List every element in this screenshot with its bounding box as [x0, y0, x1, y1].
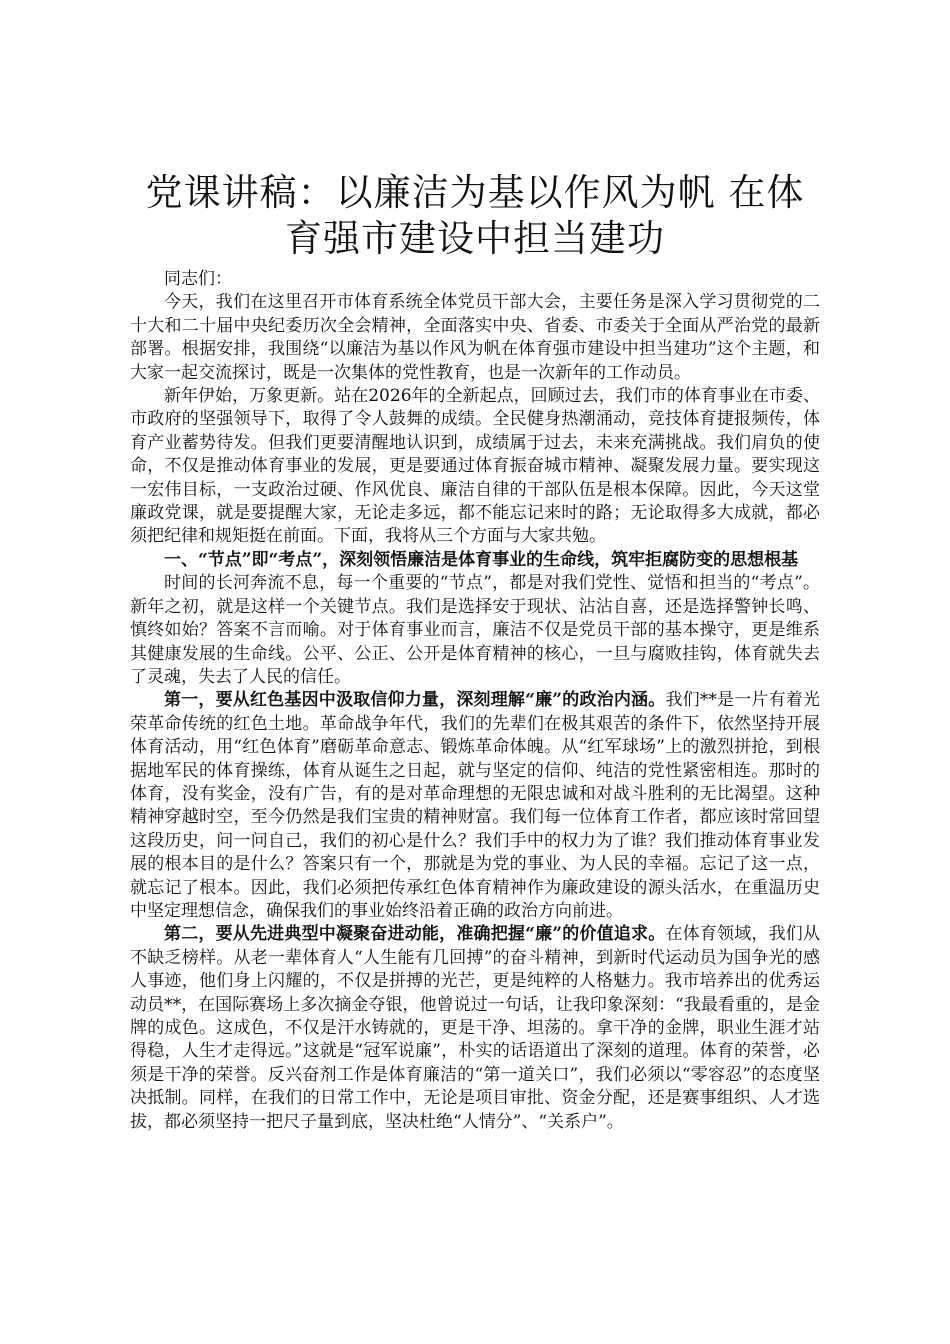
point-1-text: 我们**是一片有着光荣革命传统的红色土地。革命战争年代，我们的先辈们在极其艰苦的条件下，依然坚持开展体育活动，用“红色体育”磨砺革命意志、锻炼革命体魄。从“红军球场”上的激烈拼抢，到根据地军民的体育操练，体育从诞生之日起，就与坚定的信仰、纯洁的党性紧密相连。那时的体育，没有奖金，没有广告，有的是对革命理想的无限忠诚和对战斗胜利的无比渴望。这种精神穿越时空，至今仍然是我们宝贵的精神财富。我们每一位体育工作者，都应该时常回望这段历史，问一问自己，我们的初心是什么？我们手中的权力为了谁？我们推动体育事业发展的根本目的是什么？答案只有一个，那就是为党的事业、为人民的幸福。忘记了这一点，就忘记了根本。因此，我们必须把传承红色体育精神作为廉政建设的源头活水，在重温历史中坚定理想信念，确保我们的事业始终沿着正确的政治方向前进。 — [130, 690, 821, 921]
salutation: 同志们： — [164, 269, 232, 289]
point-2-paragraph — [130, 923, 820, 1134]
point-1-lead: 第一，要从红色基因中汲取信仰力量，深刻理解“廉”的政治内涵。 — [164, 690, 666, 711]
point-1-paragraph — [130, 689, 820, 923]
section1-intro: 时间的长河奔流不息，每一个重要的“节点”，都是对我们党性、觉悟和担当的“考点”。新年之初，就是这样一个关键节点。我们是选择安于现状、沾沾自喜，还是选择警钟长鸣、慎终如始？答案不言而喻。对于体育事业而言，廉洁不仅是党员干部的基本操守，更是维系其健康发展的生命线。公平、公正、公开是体育精神的核心，一旦与腐败挂钩，体育就失去了灵魂，失去了人民的信任。 — [130, 573, 820, 687]
document-page — [130, 170, 820, 1134]
section-heading-1: 一、“节点”即“考点”，深刻领悟廉洁是体育事业的生命线，筑牢拒腐防变的思想根基 — [164, 549, 799, 570]
document-title: 党课讲稿：以廉洁为基以作风为帆 在体育强市建设中担当建功 — [145, 171, 805, 260]
paragraph-new-year: 新年伊始，万象更新。站在2026年的全新起点，回顾过去，我们市的体育事业在市委、市政府的坚强领导下，取得了令人鼓舞的成绩。全民健身热潮涌动，竞技体育捷报频传，体育产业蓄势待发。但我们更要清醒地认识到，成绩属于过去，未来充满挑战。我们肩负的使命，不仅是推动体育事业的发展，更是要通过体育振奋城市精神、凝聚发展力量。要实现这一宏伟目标，一支政治过硬、作风优良、廉洁自律的干部队伍是根本保障。因此，今天这堂廉政党课，就是要提醒大家，无论走多远，都不能忘记来时的路；无论取得多大成就，都必须把纪律和规矩挺在前面。下面，我将从三个方面与大家共勉。 — [130, 386, 820, 547]
paragraph-opening: 今天，我们在这里召开市体育系统全体党员干部大会，主要任务是深入学习贯彻党的二十大和二十届中央纪委历次全会精神，全面落实中央、省委、市委关于全面从严治党的最新部署。根据安排，我围绕“以廉洁为基以作风为帆在体育强市建设中担当建功”这个主题，和大家一起交流探讨，既是一次集体的党性教育，也是一次新年的工作动员。 — [130, 292, 820, 383]
point-2-lead: 第二，要从先进典型中凝聚奋进动能，准确把握“廉”的价值追求。 — [164, 924, 666, 945]
point-2-text: 在体育领域，我们从不缺乏榜样。从老一辈体育人“人生能有几回搏”的奋斗精神，到新时代运动员为国争光的感人事迹，他们身上闪耀的，不仅是拼搏的光芒，更是纯粹的人格魅力。我市培养出的优秀运动员**，在国际赛场上多次摘金夺银，他曾说过一句话，让我印象深刻：“我最看重的，是金牌的成色。这成色，不仅是汗水铸就的，更是干净、坦荡的。拿干净的金牌，职业生涯才站得稳，人生才走得远。”这就是“冠军说廉”，朴实的话语道出了深刻的道理。体育的荣誉，必须是干净的荣誉。反兴奋剂工作是体育廉洁的“第一道关口”，我们必须以“零容忍”的态度坚决抵制。同样，在我们的日常工作中，无论是项目审批、资金分配，还是赛事组织、人才选拔，都必须坚持一把尺子量到底，坚决杜绝“人情分”、“关系户”。 — [130, 924, 821, 1132]
